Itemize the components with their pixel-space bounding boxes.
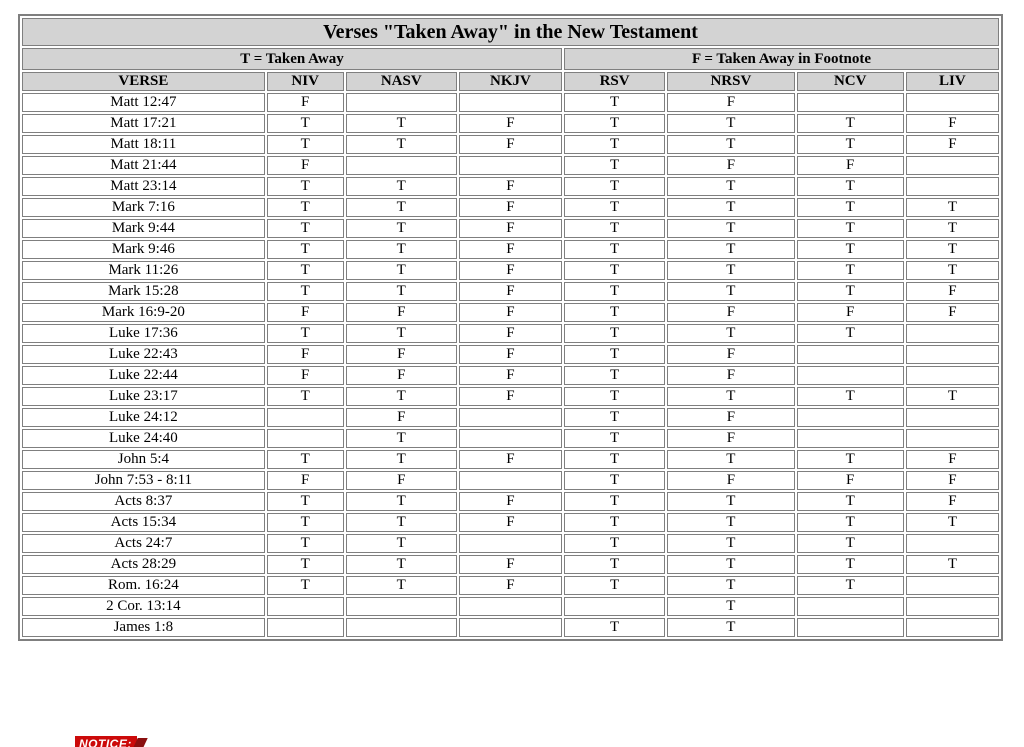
verses-table-container xyxy=(18,14,1003,641)
value-cell: T xyxy=(564,555,665,574)
verse-cell: Luke 23:17 xyxy=(22,387,265,406)
value-cell: T xyxy=(267,534,344,553)
value-cell: F xyxy=(459,135,562,154)
table-row xyxy=(22,555,999,574)
value-cell xyxy=(906,576,999,595)
value-cell: F xyxy=(906,135,999,154)
value-cell xyxy=(906,618,999,637)
verse-cell: Mark 16:9-20 xyxy=(22,303,265,322)
value-cell: T xyxy=(667,114,794,133)
value-cell: T xyxy=(564,492,665,511)
value-cell: F xyxy=(906,492,999,511)
verse-cell: Luke 24:40 xyxy=(22,429,265,448)
value-cell: T xyxy=(267,219,344,238)
value-cell: T xyxy=(267,198,344,217)
value-cell: T xyxy=(797,450,904,469)
value-cell: F xyxy=(346,471,457,490)
value-cell: T xyxy=(906,240,999,259)
table-row xyxy=(22,492,999,511)
verse-cell: Luke 22:44 xyxy=(22,366,265,385)
verse-cell: Luke 17:36 xyxy=(22,324,265,343)
value-cell xyxy=(906,324,999,343)
column-header-liv: LIV xyxy=(906,72,999,91)
value-cell: F xyxy=(459,198,562,217)
column-header-nkjv: NKJV xyxy=(459,72,562,91)
value-cell: F xyxy=(459,366,562,385)
value-cell: T xyxy=(797,219,904,238)
verse-cell: John 5:4 xyxy=(22,450,265,469)
value-cell: T xyxy=(346,177,457,196)
table-row xyxy=(22,618,999,637)
verse-cell: Mark 7:16 xyxy=(22,198,265,217)
value-cell: F xyxy=(459,114,562,133)
verse-cell: Mark 11:26 xyxy=(22,261,265,280)
value-cell: T xyxy=(564,513,665,532)
value-cell: T xyxy=(564,576,665,595)
value-cell xyxy=(797,429,904,448)
table-row xyxy=(22,282,999,301)
value-cell xyxy=(906,93,999,112)
value-cell: T xyxy=(564,198,665,217)
value-cell xyxy=(906,597,999,616)
value-cell: T xyxy=(564,450,665,469)
value-cell: T xyxy=(667,492,794,511)
table-row xyxy=(22,93,999,112)
value-cell: T xyxy=(797,387,904,406)
value-cell xyxy=(906,345,999,364)
value-cell: T xyxy=(267,240,344,259)
value-cell xyxy=(267,408,344,427)
value-cell: T xyxy=(797,513,904,532)
value-cell xyxy=(797,345,904,364)
value-cell: T xyxy=(267,324,344,343)
value-cell xyxy=(346,618,457,637)
column-header-verse: VERSE xyxy=(22,72,265,91)
verse-cell: James 1:8 xyxy=(22,618,265,637)
value-cell: T xyxy=(667,198,794,217)
value-cell xyxy=(797,597,904,616)
value-cell xyxy=(459,618,562,637)
value-cell xyxy=(459,534,562,553)
value-cell: F xyxy=(667,345,794,364)
value-cell xyxy=(459,429,562,448)
value-cell: F xyxy=(667,408,794,427)
table-row xyxy=(22,387,999,406)
value-cell: T xyxy=(667,534,794,553)
value-cell: F xyxy=(459,324,562,343)
table-row xyxy=(22,303,999,322)
value-cell: F xyxy=(667,366,794,385)
value-cell: F xyxy=(459,282,562,301)
column-header-row xyxy=(22,72,999,91)
value-cell: T xyxy=(667,576,794,595)
value-cell xyxy=(267,597,344,616)
value-cell: F xyxy=(267,93,344,112)
title-row xyxy=(22,18,999,46)
value-cell: T xyxy=(797,198,904,217)
verse-cell: Acts 24:7 xyxy=(22,534,265,553)
value-cell: F xyxy=(459,555,562,574)
value-cell: T xyxy=(564,324,665,343)
value-cell: F xyxy=(459,303,562,322)
notice-label: NOTICE: xyxy=(79,737,132,747)
value-cell: T xyxy=(267,177,344,196)
value-cell: T xyxy=(667,618,794,637)
table-row xyxy=(22,324,999,343)
table-row xyxy=(22,429,999,448)
table-row xyxy=(22,156,999,175)
value-cell: T xyxy=(564,156,665,175)
value-cell: F xyxy=(797,303,904,322)
value-cell xyxy=(459,471,562,490)
value-cell: T xyxy=(346,198,457,217)
value-cell xyxy=(797,408,904,427)
value-cell: T xyxy=(346,555,457,574)
value-cell xyxy=(906,408,999,427)
table-header xyxy=(22,18,999,91)
value-cell: T xyxy=(797,114,904,133)
verse-cell: Acts 8:37 xyxy=(22,492,265,511)
value-cell: T xyxy=(346,450,457,469)
value-cell: T xyxy=(667,261,794,280)
table-row xyxy=(22,534,999,553)
value-cell: T xyxy=(667,597,794,616)
value-cell: T xyxy=(346,534,457,553)
table-row xyxy=(22,597,999,616)
verse-cell: Mark 9:46 xyxy=(22,240,265,259)
value-cell: F xyxy=(459,492,562,511)
legend-row xyxy=(22,48,999,70)
value-cell: T xyxy=(564,471,665,490)
value-cell: T xyxy=(564,618,665,637)
value-cell: T xyxy=(906,513,999,532)
value-cell xyxy=(346,93,457,112)
value-cell: T xyxy=(667,324,794,343)
value-cell: T xyxy=(667,219,794,238)
table-title: Verses "Taken Away" in the New Testament xyxy=(22,18,999,46)
value-cell: T xyxy=(564,177,665,196)
value-cell: F xyxy=(459,450,562,469)
table-body xyxy=(22,93,999,637)
value-cell: T xyxy=(346,261,457,280)
verse-cell: Matt 18:11 xyxy=(22,135,265,154)
value-cell: T xyxy=(797,492,904,511)
value-cell: T xyxy=(564,534,665,553)
value-cell: T xyxy=(267,576,344,595)
value-cell: T xyxy=(797,240,904,259)
value-cell: F xyxy=(667,429,794,448)
verse-cell: 2 Cor. 13:14 xyxy=(22,597,265,616)
value-cell: T xyxy=(906,219,999,238)
value-cell: T xyxy=(797,555,904,574)
verse-cell: Acts 28:29 xyxy=(22,555,265,574)
value-cell: T xyxy=(564,429,665,448)
value-cell: T xyxy=(346,114,457,133)
value-cell: F xyxy=(346,408,457,427)
value-cell: T xyxy=(797,282,904,301)
value-cell: T xyxy=(906,555,999,574)
value-cell: T xyxy=(667,513,794,532)
value-cell xyxy=(459,156,562,175)
value-cell: T xyxy=(346,576,457,595)
value-cell: T xyxy=(564,219,665,238)
column-header-nasv: NASV xyxy=(346,72,457,91)
value-cell: T xyxy=(564,387,665,406)
value-cell: T xyxy=(797,177,904,196)
value-cell: F xyxy=(267,471,344,490)
value-cell: T xyxy=(346,513,457,532)
value-cell: F xyxy=(459,219,562,238)
legend-taken-away-footnote: F = Taken Away in Footnote xyxy=(564,48,999,70)
value-cell: T xyxy=(797,261,904,280)
value-cell xyxy=(346,597,457,616)
value-cell: F xyxy=(346,345,457,364)
table-row xyxy=(22,198,999,217)
value-cell: T xyxy=(564,135,665,154)
verse-cell: Mark 15:28 xyxy=(22,282,265,301)
table-row xyxy=(22,345,999,364)
verse-cell: Matt 12:47 xyxy=(22,93,265,112)
verse-cell: Matt 23:14 xyxy=(22,177,265,196)
column-header-niv: NIV xyxy=(267,72,344,91)
value-cell: F xyxy=(797,156,904,175)
value-cell: F xyxy=(459,345,562,364)
value-cell: F xyxy=(667,471,794,490)
value-cell: F xyxy=(267,156,344,175)
value-cell xyxy=(459,408,562,427)
verses-table xyxy=(18,14,1003,641)
value-cell: T xyxy=(346,135,457,154)
value-cell xyxy=(906,366,999,385)
value-cell: T xyxy=(267,135,344,154)
value-cell: F xyxy=(346,303,457,322)
value-cell xyxy=(564,597,665,616)
value-cell: F xyxy=(459,240,562,259)
table-row xyxy=(22,576,999,595)
value-cell: T xyxy=(797,135,904,154)
value-cell: T xyxy=(267,387,344,406)
legend-taken-away: T = Taken Away xyxy=(22,48,562,70)
value-cell: T xyxy=(564,261,665,280)
value-cell: F xyxy=(667,93,794,112)
table-row xyxy=(22,135,999,154)
value-cell: T xyxy=(667,555,794,574)
verse-cell: John 7:53 - 8:11 xyxy=(22,471,265,490)
value-cell: T xyxy=(564,282,665,301)
value-cell xyxy=(346,156,457,175)
value-cell: T xyxy=(667,135,794,154)
value-cell: T xyxy=(564,93,665,112)
value-cell: T xyxy=(267,555,344,574)
table-row xyxy=(22,219,999,238)
value-cell: F xyxy=(906,471,999,490)
verse-cell: Luke 22:43 xyxy=(22,345,265,364)
value-cell: T xyxy=(267,450,344,469)
value-cell: T xyxy=(564,240,665,259)
table-row xyxy=(22,513,999,532)
value-cell xyxy=(797,366,904,385)
table-row xyxy=(22,366,999,385)
value-cell: F xyxy=(267,303,344,322)
value-cell: F xyxy=(346,366,457,385)
value-cell: T xyxy=(346,387,457,406)
value-cell: T xyxy=(906,261,999,280)
table-row xyxy=(22,261,999,280)
value-cell: F xyxy=(459,576,562,595)
value-cell xyxy=(906,534,999,553)
value-cell: T xyxy=(667,282,794,301)
verse-cell: Matt 17:21 xyxy=(22,114,265,133)
value-cell: T xyxy=(797,324,904,343)
value-cell: T xyxy=(564,366,665,385)
value-cell: T xyxy=(667,240,794,259)
value-cell xyxy=(459,93,562,112)
value-cell: T xyxy=(346,324,457,343)
value-cell: F xyxy=(459,177,562,196)
column-header-rsv: RSV xyxy=(564,72,665,91)
verse-cell: Luke 24:12 xyxy=(22,408,265,427)
table-row xyxy=(22,450,999,469)
value-cell: F xyxy=(906,303,999,322)
value-cell: T xyxy=(906,387,999,406)
value-cell: F xyxy=(459,261,562,280)
value-cell xyxy=(797,618,904,637)
column-header-ncv: NCV xyxy=(797,72,904,91)
notice-badge xyxy=(75,736,137,747)
value-cell xyxy=(906,177,999,196)
value-cell: T xyxy=(267,282,344,301)
column-header-nrsv: NRSV xyxy=(667,72,794,91)
value-cell: T xyxy=(797,576,904,595)
value-cell: T xyxy=(267,492,344,511)
value-cell: T xyxy=(346,240,457,259)
table-row xyxy=(22,240,999,259)
table-row xyxy=(22,471,999,490)
value-cell xyxy=(797,93,904,112)
value-cell: T xyxy=(906,198,999,217)
value-cell: T xyxy=(564,303,665,322)
value-cell xyxy=(906,429,999,448)
value-cell xyxy=(267,618,344,637)
value-cell: T xyxy=(667,387,794,406)
value-cell: F xyxy=(667,303,794,322)
table-row xyxy=(22,408,999,427)
value-cell: F xyxy=(906,450,999,469)
value-cell xyxy=(267,429,344,448)
value-cell: T xyxy=(667,177,794,196)
verse-cell: Matt 21:44 xyxy=(22,156,265,175)
value-cell: F xyxy=(267,345,344,364)
table-row xyxy=(22,177,999,196)
value-cell: T xyxy=(797,534,904,553)
value-cell: T xyxy=(564,345,665,364)
value-cell: F xyxy=(797,471,904,490)
value-cell: T xyxy=(267,513,344,532)
value-cell: F xyxy=(906,282,999,301)
table-row xyxy=(22,114,999,133)
value-cell xyxy=(459,597,562,616)
verse-cell: Rom. 16:24 xyxy=(22,576,265,595)
value-cell: T xyxy=(267,114,344,133)
value-cell xyxy=(906,156,999,175)
verse-cell: Mark 9:44 xyxy=(22,219,265,238)
value-cell: F xyxy=(459,513,562,532)
value-cell: F xyxy=(267,366,344,385)
value-cell: T xyxy=(267,261,344,280)
value-cell: T xyxy=(564,114,665,133)
verse-cell: Acts 15:34 xyxy=(22,513,265,532)
value-cell: F xyxy=(906,114,999,133)
value-cell: T xyxy=(346,429,457,448)
value-cell: F xyxy=(459,387,562,406)
value-cell: T xyxy=(564,408,665,427)
value-cell: T xyxy=(667,450,794,469)
value-cell: T xyxy=(346,492,457,511)
value-cell: F xyxy=(667,156,794,175)
value-cell: T xyxy=(346,282,457,301)
value-cell: T xyxy=(346,219,457,238)
